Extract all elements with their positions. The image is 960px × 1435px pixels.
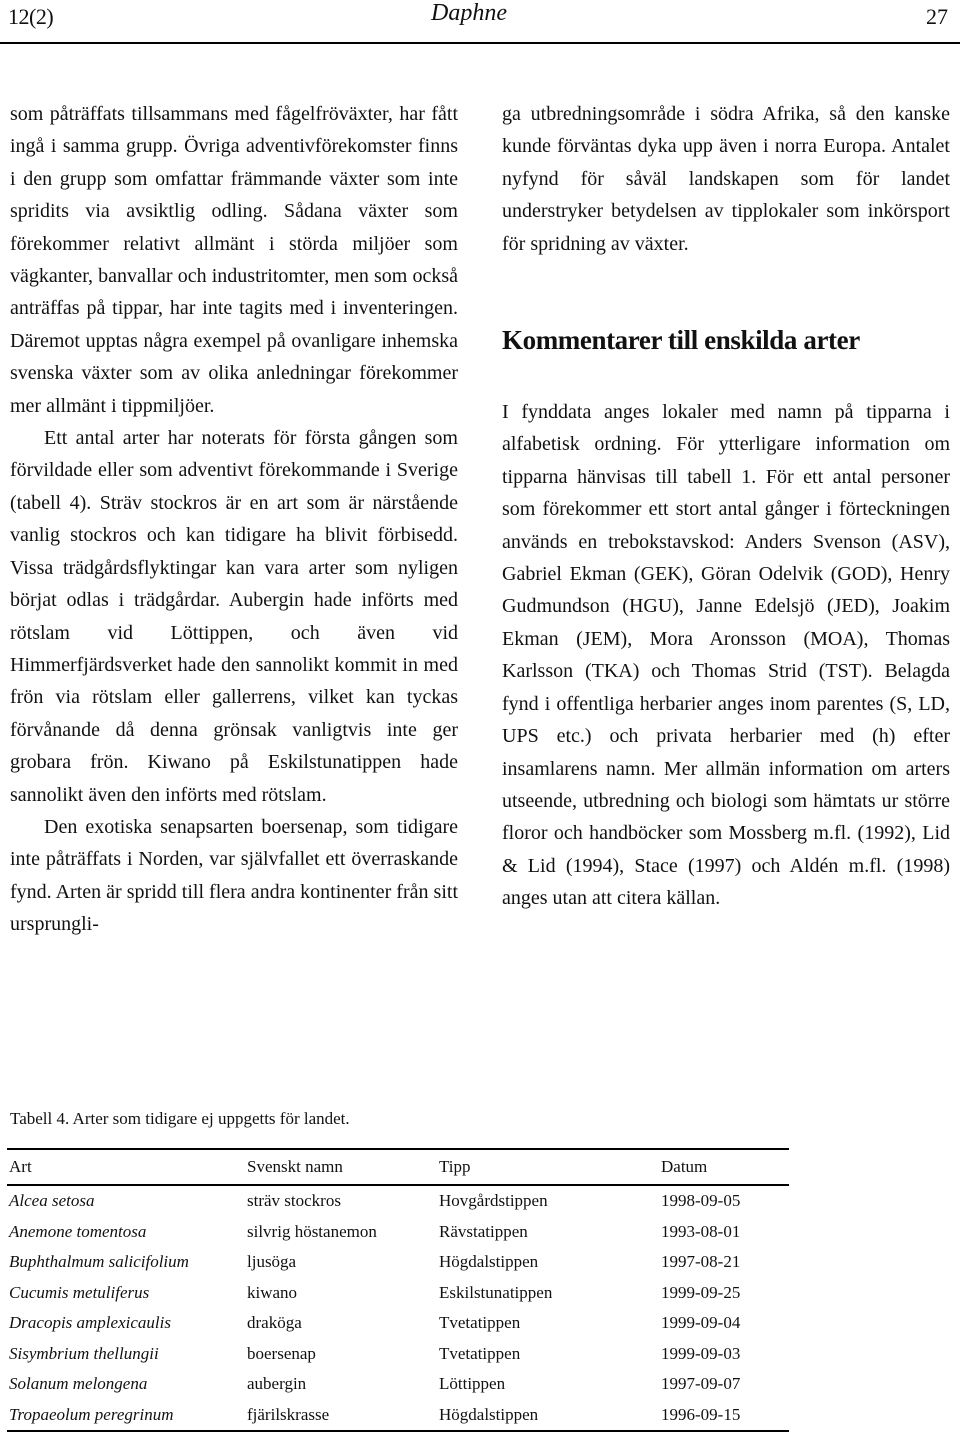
- site-name: Löttippen: [439, 1374, 506, 1394]
- table-row: [7, 1185, 789, 1217]
- paragraph: som påträffats tillsammans med fågelfröväxter, har fått ingå i samma grupp. Övriga adventivförekomster finns i den grupp som omfattar främmande växter som inte spridits via avsiktlig odling. Sådana växter som förekommer relativt allmänt i störda miljöer som vägkanter, banvallar och industritomter, men som också anträffas på tippar, har inte tagits med i inventeringen. Däremot upptas några exempel på ovanligare inhemska svenska växter som av olika anledningar förekommer mer allmänt i tippmiljöer.: [10, 103, 458, 417]
- paragraph: I fynddata anges lokaler med namn på tipparna i alfabetisk ordning. För ytterligare information om tipparna hänvisas till tabell 1. För ett antal personer som förekommer ett stort antal gånger i förteckningen används en trebokstavskod: Anders Svenson (ASV), Gabriel Ekman (GEK), Göran Odelvik (GOD), Henry Gudmundson (HGU), Janne Edelsjö (JED), Joakim Ekman (JEM), Mora Aronsson (MOA), Thomas Karlsson (TKA) och Thomas Strid (TST). Belagda fynd i offentliga herbarier anges inom parentes (S, LD, UPS etc.) och privata herbarier med (h) efter insamlarens namn. Mer allmän information om arters utseende, utbredning och biologi som hämtats ur större floror och handböcker som Mossberg m.fl. (1992), Lid & Lid (1994), Stace (1997) och Aldén m.fl. (1998) anges utan att citera källan.: [502, 401, 950, 910]
- species-latin-name: Solanum melongena: [9, 1374, 148, 1394]
- table-row: [7, 1339, 789, 1370]
- table-row: [7, 1308, 789, 1339]
- species-latin-name: Cucumis metuliferus: [9, 1282, 150, 1302]
- species-latin-name: Alcea setosa: [9, 1191, 95, 1211]
- species-latin-name: Dracopis amplexicaulis: [9, 1313, 171, 1333]
- header-rule: [0, 42, 960, 44]
- journal-title: Daphne: [431, 0, 507, 26]
- site-name: Tvetatippen: [439, 1313, 521, 1333]
- column-header-art: Art: [7, 1149, 245, 1185]
- left-column: [10, 98, 458, 941]
- date: 1999-09-25: [661, 1282, 741, 1302]
- species-swedish-name: ljusöga: [247, 1252, 297, 1272]
- column-header-svenskt-namn: Svenskt namn: [245, 1149, 437, 1185]
- table-header-row: [7, 1149, 789, 1185]
- page-number: 27: [926, 4, 948, 29]
- date: 1997-08-21: [661, 1252, 741, 1272]
- species-latin-name: Buphthalmum salicifolium: [9, 1252, 189, 1272]
- site-name: Högdalstippen: [437, 1400, 659, 1432]
- species-swedish-name: kiwano: [247, 1282, 298, 1302]
- site-name: Eskilstunatippen: [439, 1282, 553, 1302]
- species-swedish-name: draköga: [247, 1313, 302, 1333]
- site-name: Rävstatippen: [439, 1221, 528, 1241]
- site-name: Tvetatippen: [439, 1343, 521, 1363]
- date: 1999-09-04: [661, 1313, 741, 1333]
- table-row: [7, 1369, 789, 1400]
- species-swedish-name: sträv stockros: [247, 1191, 341, 1211]
- column-header-datum: Datum: [659, 1149, 789, 1185]
- right-column: [502, 98, 950, 915]
- species-swedish-name: boersenap: [247, 1343, 316, 1363]
- paragraph: Ett antal arter har noterats för första gången som förvildade eller som adventivt förekommande i Sverige (tabell 4). Sträv stockros är en art som är närstående vanlig stockros och kan tidigare ha blivit förbisedd. Vissa trädgårdsflyktingar kan vara arter som nyligen börjat odlas i trädgårdar. Aubergin hade införts med rötslam vid Löttippen, och även vid Himmerfjärdsverket hade den sannolikt kommit in med frön via rötslam eller gallerrens, vilket kan tyckas förvånande då denna grönsak vanligtvis inte ger grobara frön. Kiwano på Eskilstunatippen hade sannolikt även den införts med rötslam.: [10, 427, 458, 806]
- species-table: [7, 1148, 789, 1432]
- section-heading: Kommentarer till enskilda arter: [502, 325, 860, 356]
- species-swedish-name: silvrig höstanemon: [247, 1221, 377, 1241]
- table-caption: Tabell 4. Arter som tidigare ej uppgetts för landet.: [10, 1109, 350, 1128]
- table-row: [7, 1278, 789, 1309]
- table-row: [7, 1217, 789, 1248]
- site-name: Högdalstippen: [439, 1252, 539, 1272]
- table-row: [7, 1247, 789, 1278]
- issue-number: 12(2): [8, 4, 54, 29]
- column-header-tipp: Tipp: [437, 1149, 659, 1185]
- species-swedish-name: aubergin: [247, 1374, 307, 1394]
- date: 1993-08-01: [661, 1221, 741, 1241]
- date: 1996-09-15: [659, 1400, 789, 1432]
- paragraph: Den exotiska senapsarten boersenap, som tidigare inte påträffats i Norden, var självfallet ett överraskande fynd. Arten är spridd till flera andra kontinenter från sitt ursprungli-: [10, 815, 458, 936]
- site-name: Hovgårdstippen: [439, 1191, 548, 1211]
- species-latin-name: Tropaeolum peregrinum: [7, 1400, 245, 1432]
- date: 1997-09-07: [661, 1374, 741, 1394]
- table-row: [7, 1400, 789, 1432]
- species-latin-name: Sisymbrium thellungii: [9, 1343, 159, 1363]
- date: 1998-09-05: [661, 1191, 741, 1211]
- page-header: [0, 0, 960, 44]
- date: 1999-09-03: [661, 1343, 741, 1363]
- species-latin-name: Anemone tomentosa: [9, 1221, 147, 1241]
- paragraph: ga utbredningsområde i södra Afrika, så den kanske kunde förväntas dyka upp även i norra Europa. Antalet nyfynd för såväl landskapen som för landet understryker betydelsen av tipplokaler som inkörsport för spridning av växter.: [502, 103, 950, 255]
- species-swedish-name: fjärilskrasse: [245, 1400, 437, 1432]
